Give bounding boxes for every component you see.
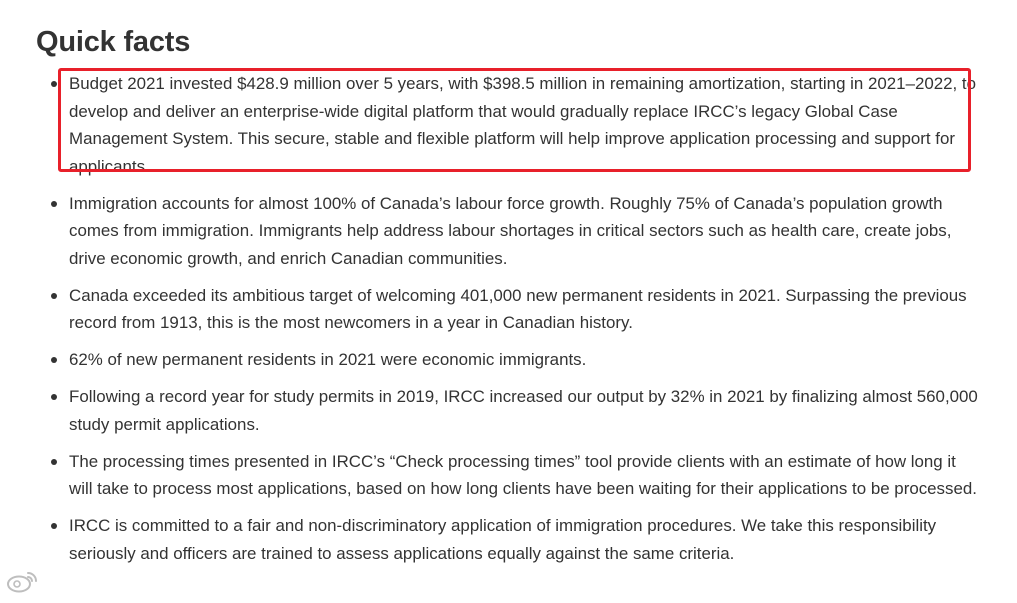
weibo-logo-icon — [6, 568, 40, 594]
page-title: Quick facts — [36, 26, 191, 58]
fact-fair-procedures: IRCC is committed to a fair and non-discriminatory application of immigration procedures. We take this responsibility seriously and officers are trained to assess applications equally against the same criteria. — [0, 512, 1000, 567]
fact-processing-times: The processing times presented in IRCC’s “Check processing times” tool provide clients with an estimate of how long it will take to process most applications, based on how long clients have been waiting for their applications to be processed. — [0, 448, 1000, 503]
fact-budget-2021: Budget 2021 invested $428.9 million over 5 years, with $398.5 million in remaining amortization, starting in 2021–2022, to develop and deliver an enterprise-wide digital platform that would gradually replace IRCC’s legacy Global Case Management System. This secure, stable and flexible platform will help improve application processing and support for applicants. — [0, 70, 1000, 180]
quick-facts-list — [0, 70, 1000, 577]
fact-labour-force-growth: Immigration accounts for almost 100% of Canada’s labour force growth. Roughly 75% of Canada’s population growth comes from immigration. Immigrants help address labour shortages in critical sectors such as health care, create jobs, drive economic growth, and enrich Canadian communities. — [0, 190, 1000, 273]
fact-permanent-residents-2021: Canada exceeded its ambitious target of welcoming 401,000 new permanent residents in 2021. Surpassing the previous record from 1913, this is the most newcomers in a year in Canadian history. — [0, 282, 1000, 337]
weibo-watermark — [6, 568, 40, 594]
fact-study-permits: Following a record year for study permits in 2019, IRCC increased our output by 32% in 2021 by finalizing almost 560,000 study permit applications. — [0, 383, 1000, 438]
fact-economic-immigrants: 62% of new permanent residents in 2021 were economic immigrants. — [0, 346, 1000, 374]
